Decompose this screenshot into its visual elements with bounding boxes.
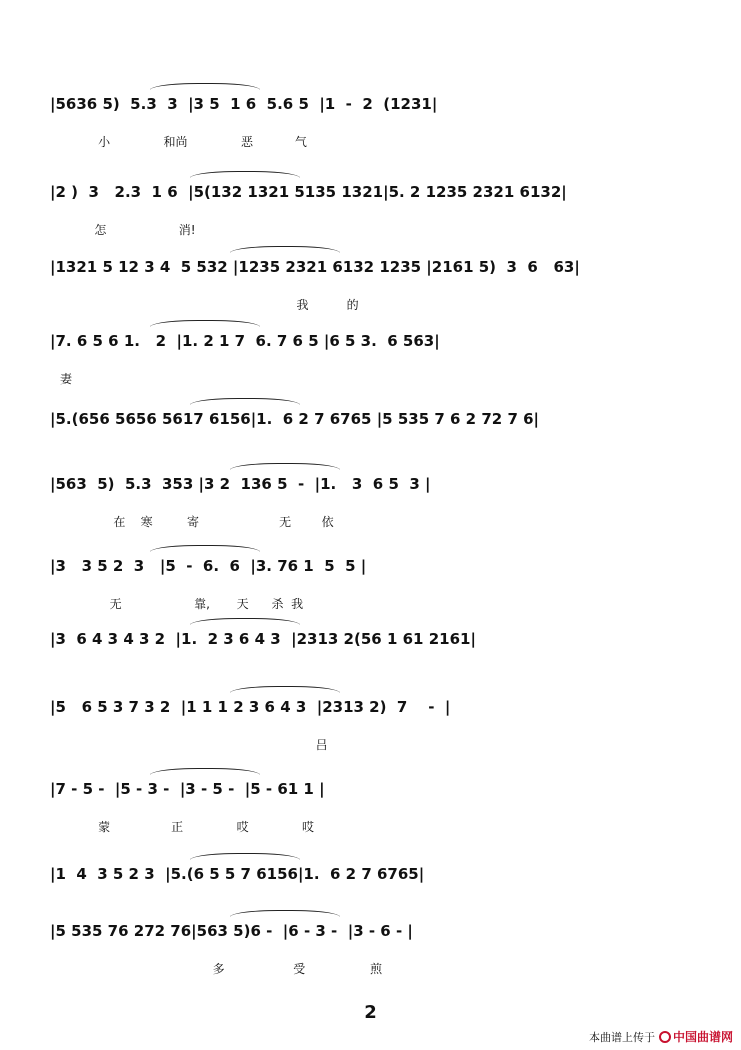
notation-line: |563 5) 5.3 353 |3 2 136 5 - |1. 3 6 5 3 | bbox=[50, 475, 431, 493]
notation-line: |1321 5 12 3 4 5 532 |1235 2321 6132 1235 |2161 5) 3 6 63| bbox=[50, 258, 580, 276]
music-site-logo-icon bbox=[659, 1031, 671, 1043]
lyrics-line: 无 靠, 天 杀 我 bbox=[60, 597, 304, 611]
lyrics-line: 吕 bbox=[60, 738, 328, 752]
notation-line: |7. 6 5 6 1. 2 |1. 2 1 7 6. 7 6 5 |6 5 3. 6 563| bbox=[50, 332, 440, 350]
slur-mark bbox=[150, 768, 260, 775]
notation-line: |5 6 5 3 7 3 2 |1 1 1 2 3 6 4 3 |2313 2) 7 - | bbox=[50, 698, 451, 716]
slur-mark bbox=[190, 171, 300, 178]
site-name: 中国曲谱网 bbox=[672, 1030, 733, 1044]
notation-line: |3 6 4 3 4 3 2 |1. 2 3 6 4 3 |2313 2(56 1 61 2161| bbox=[50, 630, 476, 648]
slur-mark bbox=[230, 910, 340, 917]
lyrics-line: 妻 bbox=[60, 372, 73, 386]
slur-mark bbox=[150, 320, 260, 327]
lyrics-line: 怎 消! bbox=[60, 223, 196, 237]
footer bbox=[589, 1028, 733, 1045]
slur-mark bbox=[230, 686, 340, 693]
lyrics-line: 小 和尚 恶 气 bbox=[60, 135, 307, 149]
notation-line: |5636 5) 5.3 3 |3 5 1 6 5.6 5 |1 - 2 (1231| bbox=[50, 95, 438, 113]
notation-line: |7 - 5 - |5 - 3 - |3 - 5 - |5 - 61 1 | bbox=[50, 780, 325, 798]
slur-mark bbox=[150, 83, 260, 90]
lyrics-line: 在 寒 寄 无 依 bbox=[60, 515, 334, 529]
notation-line: |2 ) 3 2.3 1 6 |5(132 1321 5135 1321|5. 2 1235 2321 6132| bbox=[50, 183, 567, 201]
page-number: 2 bbox=[364, 1002, 377, 1023]
slur-mark bbox=[190, 398, 300, 405]
slur-mark bbox=[230, 463, 340, 470]
notation-line: |5 535 76 272 76|563 5)6 - |6 - 3 - |3 - 6 - | bbox=[50, 922, 413, 940]
lyrics-line: 我 的 bbox=[60, 298, 359, 312]
slur-mark bbox=[150, 545, 260, 552]
lyrics-line: 蒙 正 哎 哎 bbox=[60, 820, 314, 834]
site-logo[interactable] bbox=[659, 1028, 733, 1045]
notation-line: |5.(656 5656 5617 6156|1. 6 2 7 6765 |5 535 7 6 2 72 7 6| bbox=[50, 410, 540, 428]
slur-mark bbox=[190, 618, 300, 625]
slur-mark bbox=[190, 853, 300, 860]
lyrics-line: 多 受 煎 bbox=[60, 962, 383, 976]
notation-line: |1 4 3 5 2 3 |5.(6 5 5 7 6156|1. 6 2 7 6765| bbox=[50, 865, 425, 883]
notation-line: |3 3 5 2 3 |5 - 6. 6 |3. 76 1 5 5 | bbox=[50, 557, 367, 575]
slur-mark bbox=[230, 246, 340, 253]
upload-text: 本曲谱上传于 bbox=[588, 1030, 655, 1044]
